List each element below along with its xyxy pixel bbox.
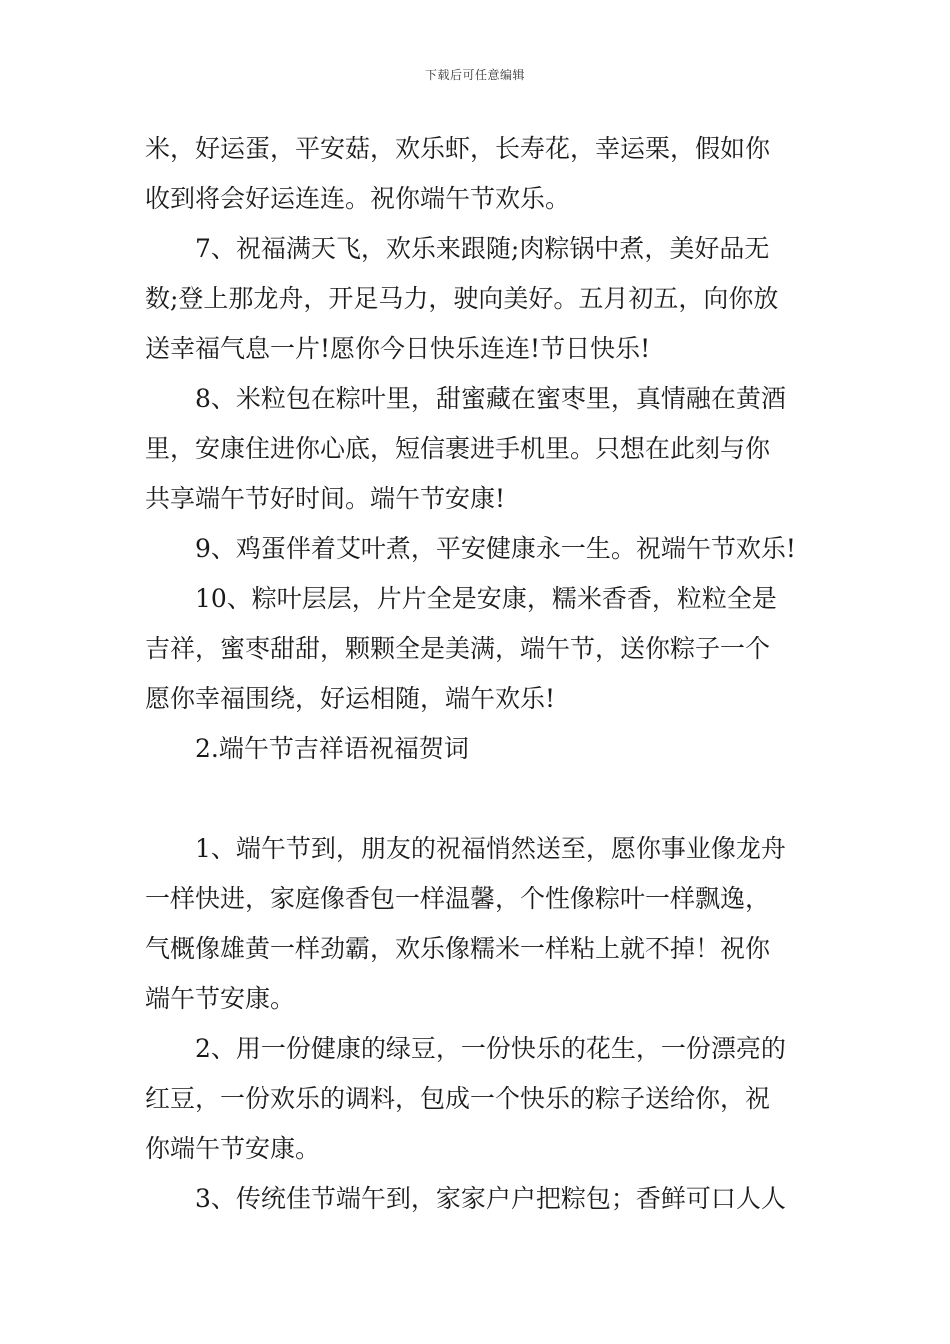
text-line: 数;登上那龙舟，开足马力，驶向美好。五月初五，向你放 [145,284,779,313]
text-line: 8、米粒包在粽叶里，甜蜜藏在蜜枣里，真情融在黄酒 [195,384,786,413]
text-line: 米，好运蛋，平安菇，欢乐虾，长寿花，幸运栗，假如你 [145,134,771,163]
text-line: 愿你幸福围绕，好运相随，端午欢乐! [145,684,556,713]
text-line: 气概像雄黄一样劲霸，欢乐像糯米一样粘上就不掉！祝你 [145,934,771,963]
text-line: 里，安康住进你心底，短信裹进手机里。只想在此刻与你 [145,434,771,463]
text-line: 2、用一份健康的绿豆，一份快乐的花生，一份漂亮的 [195,1034,786,1063]
text-line: 吉祥，蜜枣甜甜，颗颗全是美满，端午节，送你粽子一个 [145,634,771,663]
text-line: 7、祝福满天飞，欢乐来跟随;肉粽锅中煮，美好品无 [195,234,770,263]
text-line: 10、粽叶层层，片片全是安康，糯米香香，粒粒全是 [195,584,777,613]
section-heading: 2.端午节吉祥语祝福贺词 [195,734,469,763]
text-line: 共享端午节好时间。端午节安康! [145,484,506,513]
text-line: 送幸福气息一片!愿你今日快乐连连!节日快乐! [145,334,651,363]
text-line: 端午节安康。 [145,984,296,1013]
text-line: 1、端午节到，朋友的祝福悄然送至，愿你事业像龙舟 [195,834,786,863]
text-line: 一样快进，家庭像香包一样温馨，个性像粽叶一样飘逸， [145,884,771,913]
page-header: 下载后可任意编辑 [424,68,525,82]
text-line: 收到将会好运连连。祝你端午节欢乐。 [145,184,571,213]
text-line: 3、传统佳节端午到，家家户户把粽包；香鲜可口人人 [195,1184,786,1213]
text-line: 9、鸡蛋伴着艾叶煮，平安健康永一生。祝端午节欢乐! [195,534,796,563]
text-line: 红豆，一份欢乐的调料，包成一个快乐的粽子送给你，祝 [145,1084,771,1113]
text-line: 你端午节安康。 [145,1134,321,1163]
